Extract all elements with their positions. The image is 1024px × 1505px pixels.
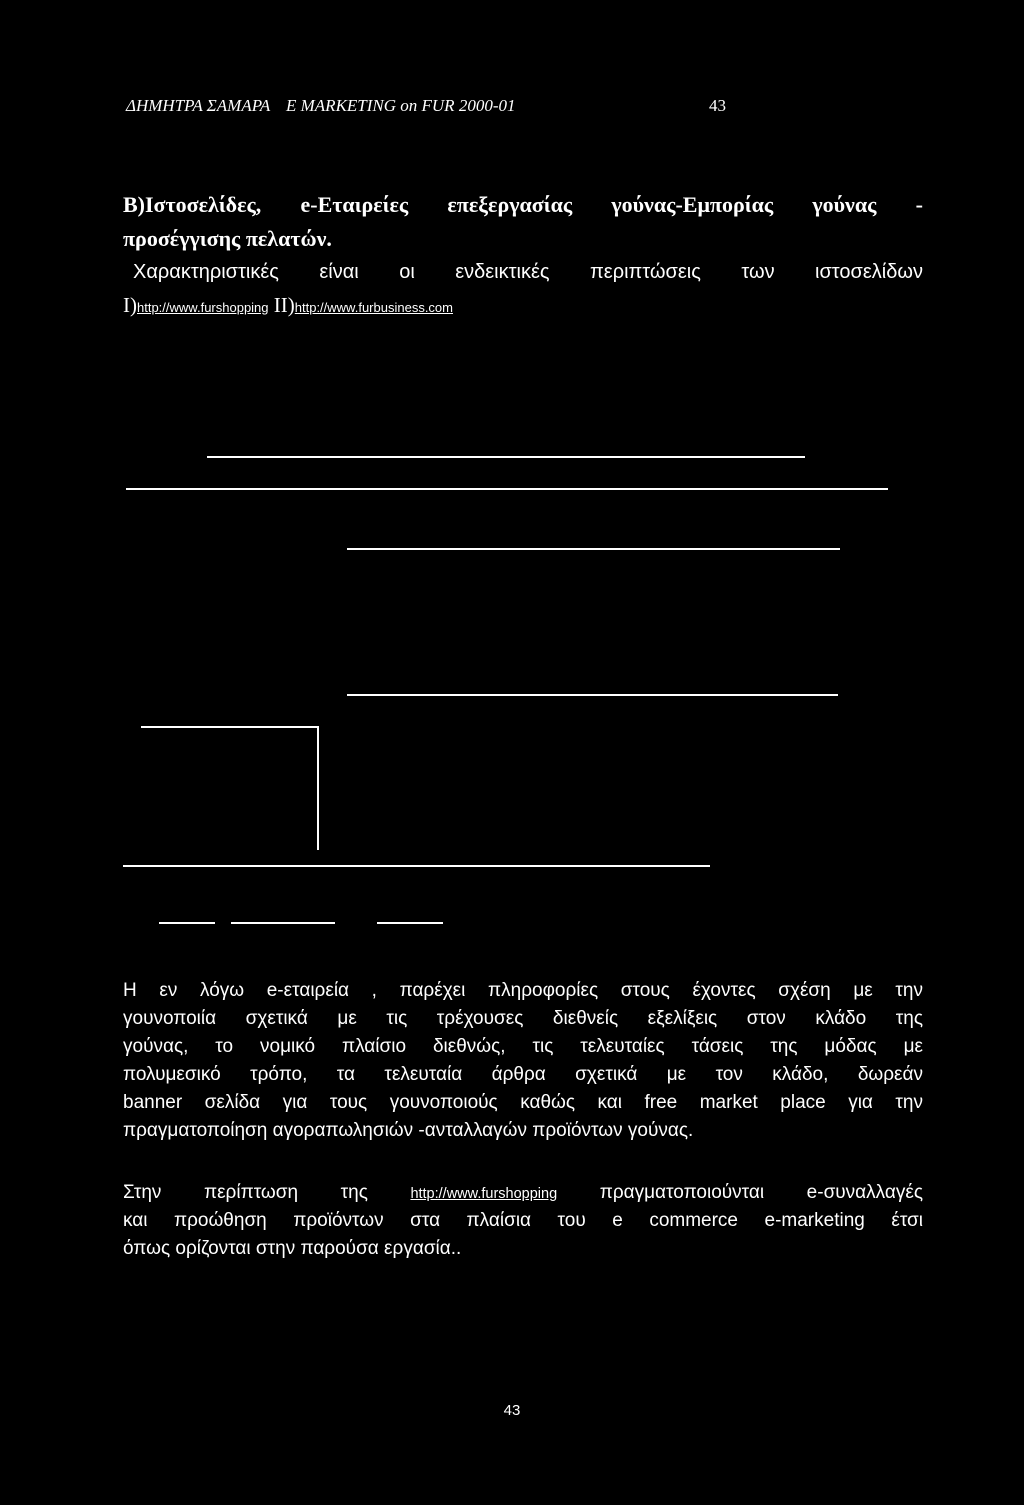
divider-rule: [126, 488, 888, 490]
running-header: [126, 96, 746, 120]
header-title: E MARKETING on FUR 2000-01: [286, 96, 516, 115]
paragraph-2-line: όπως ορίζονται στην παρούσα εργασία..: [123, 1238, 462, 1259]
frame-top-rule: [141, 726, 319, 728]
ref2-prefix: ΙΙ): [268, 293, 295, 317]
section-heading-line-2: προσέγγισης πελατών.: [123, 226, 332, 251]
header-author: ΔΗΜΗΤΡΑ ΣΑΜΑΡΑ: [126, 96, 271, 115]
reference-links: [123, 293, 453, 318]
frame-side-rule: [317, 726, 319, 850]
furbusiness-link[interactable]: http://www.furbusiness.com: [294, 300, 453, 315]
section-heading-line-1: Β)Ιστοσελίδες, e-Εταιρείες επεξεργασίας γούνας-Εμπορίας γούνας -: [123, 192, 923, 217]
paragraph-2-text: Στην περίπτωση της: [123, 1182, 411, 1203]
short-rule: [231, 922, 335, 924]
paragraph-2-text: πραγματοποιούνται e-συναλλαγές: [557, 1182, 923, 1203]
header-page-number: 43: [709, 96, 726, 115]
divider-rule: [347, 548, 840, 550]
short-rule: [159, 922, 215, 924]
furshopping-link[interactable]: http://www.furshopping: [137, 300, 269, 315]
paragraph-1-line: banner σελίδα για τους γουνοποιούς καθώς και free market place για την: [123, 1092, 923, 1113]
ref1-prefix: Ι): [123, 293, 137, 317]
paragraph-1-line: πραγματοποίηση αγοραπωλησιών -ανταλλαγών προϊόντων γούνας.: [123, 1120, 694, 1141]
paragraph-1-line: πολυμεσικό τρόπο, τα τελευταία άρθρα σχετικά με τον κλάδο, δωρεάν: [123, 1064, 923, 1085]
divider-rule: [347, 694, 838, 696]
paragraph-2-line: και προώθηση προϊόντων στα πλαίσια του e commerce e-marketing έτσι: [123, 1210, 923, 1231]
divider-rule: [123, 865, 710, 867]
footer-page-number: 43: [503, 1402, 521, 1419]
divider-rule: [207, 456, 805, 458]
short-rule: [377, 922, 443, 924]
paragraph-1-line: γούνας, το νομικό πλαίσιο διεθνώς, τις τελευταίες τάσεις της μόδας με: [123, 1036, 923, 1057]
paragraph-2-line: [123, 1182, 923, 1204]
paragraph-1-line: Η εν λόγω e-εταιρεία , παρέχει πληροφορίες στους έχοντες σχέση με την: [123, 980, 923, 1001]
paragraph-1-line: γουνοποιία σχετικά με τις τρέχουσες διεθνείς εξελίξεις στον κλάδο της: [123, 1008, 923, 1029]
furshopping-inline-link[interactable]: http://www.furshopping: [410, 1186, 558, 1202]
intro-line: Χαρακτηριστικές είναι οι ενδεικτικές περιπτώσεις των ιστοσελίδων: [133, 261, 923, 283]
